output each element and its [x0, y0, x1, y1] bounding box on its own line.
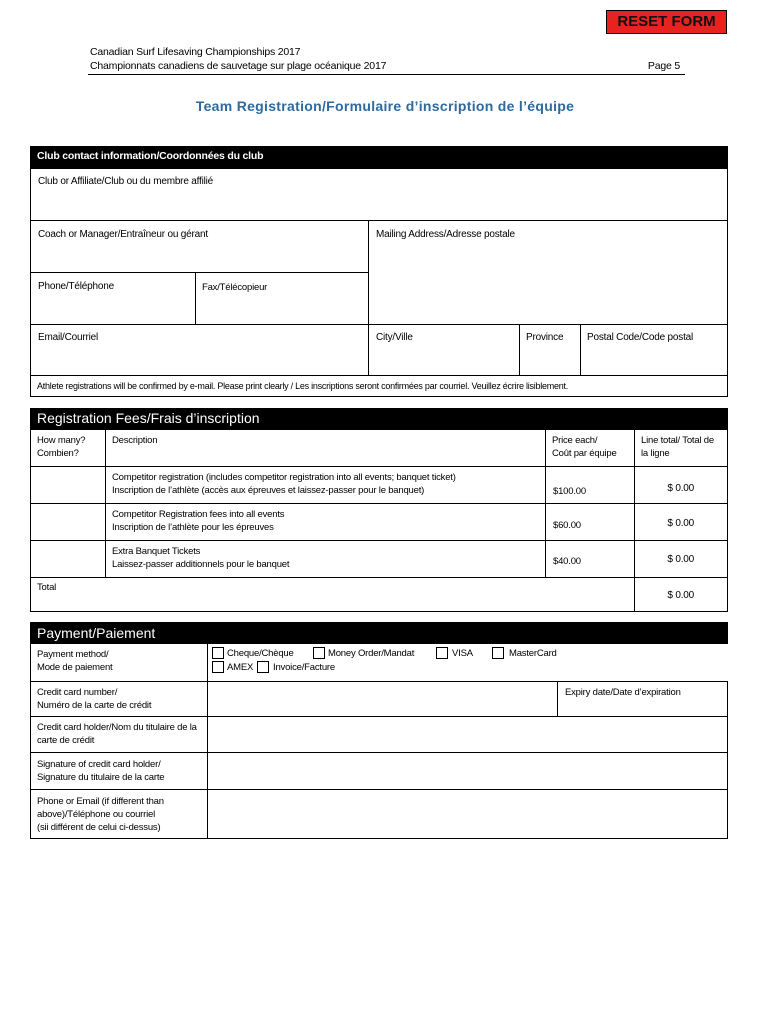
coach-manager-field[interactable] — [30, 220, 369, 273]
card-holder-label-fr: carte de crédit — [37, 735, 95, 746]
fee-row-3-total: $ 0.00 — [667, 554, 694, 565]
alt-contact-field[interactable] — [207, 789, 728, 839]
card-number-label-en: Credit card number/ — [37, 687, 118, 698]
description-header — [105, 429, 546, 467]
fee-row-3-description — [105, 540, 546, 578]
visa-label: VISA — [452, 648, 473, 659]
invoice-label: Invoice/Facture — [273, 662, 335, 673]
city-label: City/Ville — [376, 332, 413, 343]
visa-checkbox[interactable] — [436, 647, 448, 659]
header-event-en: Canadian Surf Lifesaving Championships 2017 — [90, 46, 301, 58]
amex-label: AMEX — [227, 662, 254, 673]
fee-row-2-total: $ 0.00 — [667, 518, 694, 529]
cheque-label: Cheque/Chèque — [227, 648, 294, 659]
postal-code-label: Postal Code/Code postal — [587, 332, 694, 343]
alt-contact-label-cell — [30, 789, 208, 839]
reset-form-button[interactable]: RESET FORM — [606, 10, 727, 34]
fee-row-3-quantity[interactable] — [30, 540, 106, 578]
howmany-header — [30, 429, 106, 467]
phone-label: Phone/Téléphone — [38, 281, 114, 292]
form-title: Team Registration/Formulaire d’inscription de l’équipe — [195, 98, 575, 114]
expiry-date-label: Expiry date/Date d’expiration — [565, 687, 681, 698]
payment-method-label-fr: Mode de paiement — [37, 662, 113, 673]
signature-label-cell — [30, 752, 208, 790]
fee-row-3-total-cell — [634, 540, 728, 578]
confirmation-note-box — [30, 375, 728, 397]
linetotal-header-fr: la ligne — [641, 448, 670, 459]
mastercard-label: MasterCard — [509, 648, 557, 659]
fee-row-3-desc-en: Extra Banquet Tickets — [112, 546, 201, 557]
fees-section-band — [30, 408, 728, 430]
fee-row-2-desc-en: Competitor Registration fees into all events — [112, 509, 285, 520]
header-event-fr: Championnats canadiens de sauvetage sur plage océanique 2017 — [90, 60, 387, 72]
alt-contact-label-line3: (sii différent de celui ci-dessus) — [37, 822, 161, 833]
card-number-label-cell — [30, 681, 208, 717]
payment-method-label-en: Payment method/ — [37, 649, 109, 660]
cheque-checkbox[interactable] — [212, 647, 224, 659]
club-affiliate-field[interactable] — [30, 168, 728, 221]
amex-checkbox[interactable] — [212, 661, 224, 673]
howmany-header-en: How many? — [37, 435, 86, 446]
fee-row-2-total-cell — [634, 503, 728, 541]
fee-row-1-desc-fr: Inscription de l’athlète (accès aux épreuves et laissez-passer pour le banquet) — [112, 485, 425, 496]
howmany-header-fr: Combien? — [37, 448, 79, 459]
fax-field[interactable] — [195, 272, 369, 325]
signature-label-fr: Signature du titulaire de la carte — [37, 772, 165, 783]
card-holder-label-cell — [30, 716, 208, 753]
price-header-fr: Coût par équipe — [552, 448, 617, 459]
card-number-field[interactable] — [207, 681, 558, 717]
payment-section-heading: Payment/Paiement — [37, 625, 156, 641]
fee-row-1-description — [105, 466, 546, 504]
payment-section-band — [30, 622, 728, 644]
header-rule — [88, 74, 685, 75]
phone-field[interactable] — [30, 272, 196, 325]
mailing-address-field[interactable] — [368, 220, 728, 325]
fee-row-1-price-cell — [545, 466, 635, 504]
email-field[interactable] — [30, 324, 369, 376]
invoice-checkbox[interactable] — [257, 661, 269, 673]
fee-row-1-total: $ 0.00 — [667, 483, 694, 494]
mailing-address-label: Mailing Address/Adresse postale — [376, 229, 515, 240]
fee-row-1-quantity[interactable] — [30, 466, 106, 504]
province-field[interactable] — [519, 324, 581, 376]
fee-row-2-description — [105, 503, 546, 541]
club-affiliate-label: Club or Affiliate/Club ou du membre affilié — [38, 176, 214, 187]
fee-row-3-price: $40.00 — [553, 556, 581, 567]
email-label: Email/Courriel — [38, 332, 98, 343]
fax-label: Fax/Télécopieur — [202, 282, 268, 293]
card-number-label-fr: Numéro de la carte de crédit — [37, 700, 152, 711]
club-section-heading: Club contact information/Coordonnées du club — [37, 150, 264, 162]
signature-label-en: Signature of credit card holder/ — [37, 759, 161, 770]
signature-field[interactable] — [207, 752, 728, 790]
fee-row-2-desc-fr: Inscription de l’athlète pour les épreuves — [112, 522, 274, 533]
grand-total-value: $ 0.00 — [667, 590, 694, 601]
page-number: Page 5 — [647, 60, 680, 72]
fee-row-3-price-cell — [545, 540, 635, 578]
fee-row-3-desc-fr: Laissez-passer additionnels pour le banquet — [112, 559, 290, 570]
card-holder-field[interactable] — [207, 716, 728, 753]
mastercard-checkbox[interactable] — [492, 647, 504, 659]
fee-row-1-total-cell — [634, 466, 728, 504]
card-holder-label-en: Credit card holder/Nom du titulaire de la — [37, 722, 197, 733]
money-order-label: Money Order/Mandat — [328, 648, 415, 659]
payment-method-label-cell — [30, 643, 208, 682]
money-order-checkbox[interactable] — [313, 647, 325, 659]
fee-row-1-price: $100.00 — [553, 486, 586, 497]
fees-section-heading: Registration Fees/Frais d’inscription — [37, 410, 260, 426]
fee-row-2-price-cell — [545, 503, 635, 541]
total-row — [30, 577, 635, 612]
postal-code-field[interactable] — [580, 324, 728, 376]
alt-contact-label-line1: Phone or Email (if different than — [37, 796, 164, 807]
alt-contact-label-line2: above)/Téléphone ou courriel — [37, 809, 155, 820]
fee-row-1-desc-en: Competitor registration (includes competitor registration into all events; banquet ticket) — [112, 472, 456, 483]
total-label: Total — [37, 582, 57, 593]
club-section-band — [30, 146, 728, 168]
price-header-en: Price each/ — [552, 435, 598, 446]
price-header — [545, 429, 635, 467]
fee-row-2-quantity[interactable] — [30, 503, 106, 541]
linetotal-header-en: Line total/ Total de — [641, 435, 714, 446]
fee-row-2-price: $60.00 — [553, 520, 581, 531]
province-label: Province — [526, 332, 564, 343]
confirmation-note: Athlete registrations will be confirmed by e-mail. Please print clearly / Les inscriptions seront confirmées par courriel. Veuillez écrire lisiblement. — [37, 381, 568, 391]
expiry-date-field[interactable] — [557, 681, 728, 717]
city-field[interactable] — [368, 324, 520, 376]
grand-total-cell — [634, 577, 728, 612]
coach-manager-label: Coach or Manager/Entraîneur ou gérant — [38, 229, 208, 240]
linetotal-header — [634, 429, 728, 467]
description-header-label: Description — [112, 435, 158, 446]
